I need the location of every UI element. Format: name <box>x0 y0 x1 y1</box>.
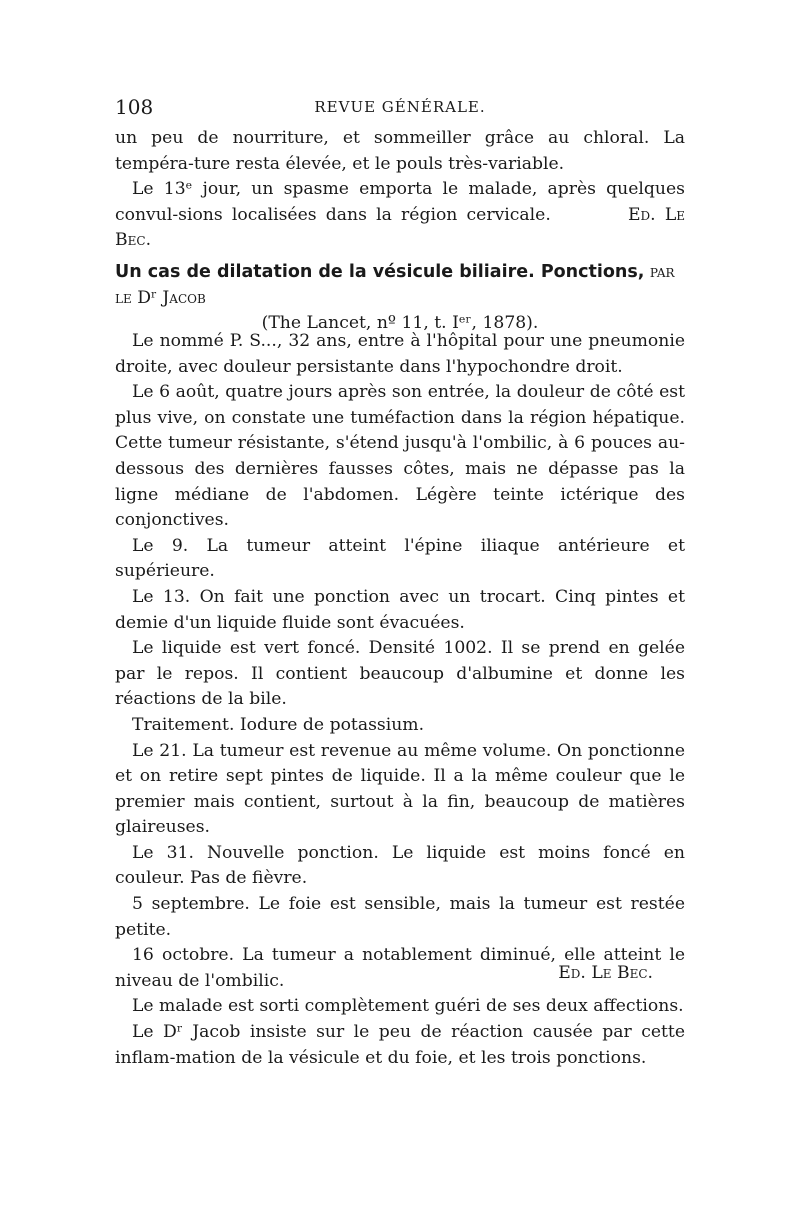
signature: Ed. Le Bec. <box>558 963 653 983</box>
paragraph: Le malade est sorti complètement guéri de ses deux affections. <box>132 996 684 1017</box>
paragraph: Le 31. Nouvelle ponction. Le liquide est moins foncé en couleur. Pas de fièvre. <box>115 842 685 889</box>
article-heading <box>115 260 685 337</box>
paragraph: Le liquide est vert foncé. Densité 1002. Il se prend en gelée par le repos. Il contient beaucoup d'albumine et donne les réactions de la bile. <box>115 638 685 710</box>
page-header <box>115 95 685 121</box>
article-title <box>115 260 685 311</box>
article-author: par le Dʳ Jacob <box>115 262 675 308</box>
paragraph: Le 6 août, quatre jours après son entrée, la douleur de côté est plus vive, on constate une tuméfaction dans la région hépatique. Cette tumeur résistante, s'étend jusqu'à l'ombilic, à 6 pouces au-dessous des dernières fausses côtes, mais ne dépasse pas la ligne médiane de l'abdomen. Légère teinte ictérique des conjonctives. <box>115 382 685 531</box>
article-title-bold: Un cas de dilatation de la vésicule biliaire. Ponctions, <box>115 262 645 282</box>
article-source: (The Lancet, nº 11, t. Iᵉʳ, 1878). <box>261 313 539 334</box>
paragraph: Le 13. On fait une ponction avec un trocart. Cinq pintes et demie d'un liquide fluide sont évacuées. <box>115 586 685 633</box>
paragraph-text: Le 13ᵉ jour, un spasme emporta le malade, après quelques convul-sions localisées dans la région cervicale. <box>115 179 685 225</box>
paragraph: 5 septembre. Le foie est sensible, mais la tumeur est restée petite. <box>115 894 685 940</box>
paragraph <box>115 177 685 254</box>
paragraph: un peu de nourriture, et sommeiller grâce au chloral. La tempéra-ture resta élevée, et le pouls très-variable. <box>115 128 685 174</box>
paragraph: Le 9. La tumeur atteint l'épine iliaque antérieure et supérieure. <box>115 535 685 582</box>
running-head: REVUE GÉNÉRALE. <box>314 98 486 116</box>
article-signature <box>115 963 685 983</box>
page-number: 108 <box>115 95 154 119</box>
paragraph: 16 octobre. La tumeur a notablement diminué, elle atteint le niveau de l'ombilic. <box>115 945 685 991</box>
paragraph: Le Dʳ Jacob insiste sur le peu de réaction causée par cette inflam-mation de la vésicule et du foie, et les trois ponctions. <box>115 1022 685 1068</box>
paragraph: Traitement. Iodure de potassium. <box>132 714 425 735</box>
article-body <box>115 329 685 1071</box>
paragraph: Le 21. La tumeur est revenue au même volume. On ponctionne et on retire sept pintes de liquide. Il a la même couleur que le premier mais contient, surtout à la fin, beaucoup de matières glaireuses. <box>115 740 685 838</box>
previous-article-ending <box>115 126 685 254</box>
signature: Ed. Le Bec. <box>115 204 685 251</box>
paragraph: Le nommé P. S..., 32 ans, entre à l'hôpital pour une pneumonie droite, avec douleur persistante dans l'hypochondre droit. <box>115 331 685 377</box>
